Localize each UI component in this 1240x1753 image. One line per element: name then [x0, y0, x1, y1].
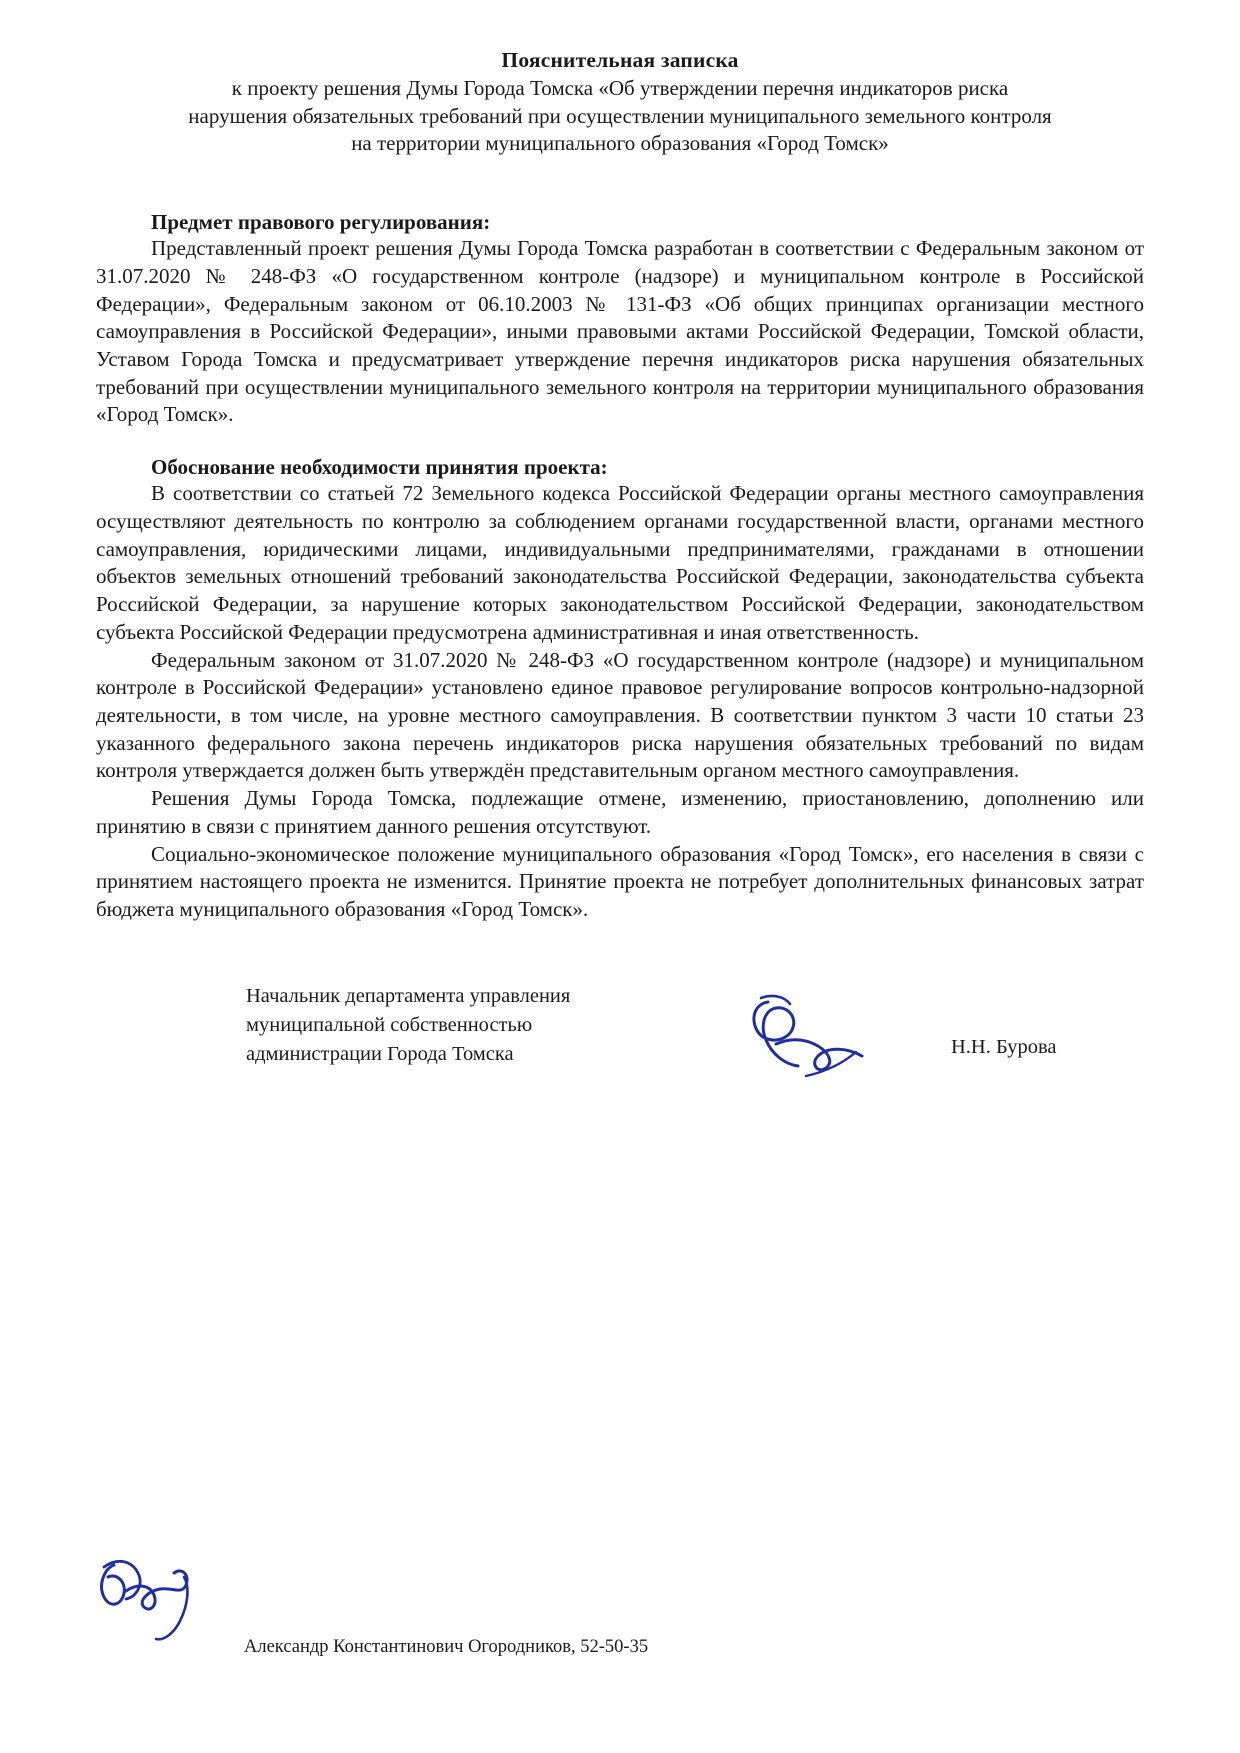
spacer: [96, 158, 1144, 210]
signature-block: [96, 982, 1144, 1112]
paragraph-justification-4: Социально-экономическое положение муниципального образования «Город Томск», его населения в связи с принятием настоящего проекта не изменится. Принятие проекта не потребует дополнительных финансовых затрат бюджета муниципального образования «Город Томск».: [96, 841, 1144, 921]
handwritten-initials-icon: [56, 1543, 256, 1673]
handwritten-signature-icon: [706, 990, 926, 1100]
paragraph-justification-2: Федеральным законом от 31.07.2020 № 248-ФЗ «О государственном контроле (надзоре) и муниципальном контроле в Российской Федерации» установлено единое правовое регулирование вопросов контрольно-надзорной деятельности, в том числе, на уровне местного самоуправления. В соответствии пунктом 3 части 10 статьи 23 указанного федерального закона перечень индикаторов риска нарушения обязательных требований по видам контроля утверждается должен быть утверждён представительным органом местного самоуправления.: [96, 647, 1144, 783]
paragraph-justification-1: В соответствии со статьей 72 Земельного кодекса Российской Федерации органы местного самоуправления осуществляют деятельность по контролю за соблюдением органами государственной власти, органами местного самоуправления, юридическими лицами, индивидуальными предпринимателями, гражданами в отношении объектов земельных отношений требований законодательства Российской Федерации, законодательства субъекта Российской Федерации, за нарушение которых законодательством Российской Федерации, законодательством субъекта Российской Федерации предусмотрена административная и иная ответственность.: [96, 481, 1144, 644]
page-title: Пояснительная записка: [501, 48, 739, 72]
section-heading-subject: Предмет правового регулирования:: [151, 210, 491, 235]
document-subtitle: к проекту решения Думы Города Томска «Об утверждении перечня индикаторов риска нарушения обязательных требований при осуществлении муниципального земельного контроля на территории муниципального образования «Город Томск»: [188, 76, 1052, 156]
footer-block: [96, 1543, 1144, 1693]
signer-name: Н.Н. Бурова: [951, 1035, 1057, 1058]
paragraph-subject-1: Представленный проект решения Думы Города Томска разработан в соответствии с Федеральным законом от 31.07.2020 № 248-ФЗ «О государственном контроле (надзоре) и муниципальном контроле в Российской Федерации», Федеральным законом от 06.10.2003 № 131-ФЗ «Об общих принципах организации местного самоуправления в Российской Федерации», иными правовыми актами Российской Федерации, Томской области, Уставом Города Томска и предусматривает утверждение перечня индикаторов риска нарушения обязательных требований при осуществлении муниципального земельного контроля на территории муниципального образования «Город Томск».: [96, 236, 1144, 427]
section-heading-justification: Обоснование необходимости принятия проекта:: [151, 455, 608, 480]
signer-position-line-3: администрации Города Томска: [246, 1042, 514, 1065]
paragraph-justification-3: Решения Думы Города Томска, подлежащие отмене, изменению, приостановлению, дополнению или принятию в связи с принятием данного решения отсутствуют.: [96, 786, 1144, 838]
spacer: [96, 429, 1144, 455]
signer-position: [246, 982, 570, 1069]
signer-position-line-1: Начальник департамента управления: [246, 984, 571, 1007]
signer-position-line-2: муниципальной собственностью: [246, 1013, 533, 1036]
contact-person: Александр Константинович Огородников, 52-50-35: [244, 1637, 649, 1657]
